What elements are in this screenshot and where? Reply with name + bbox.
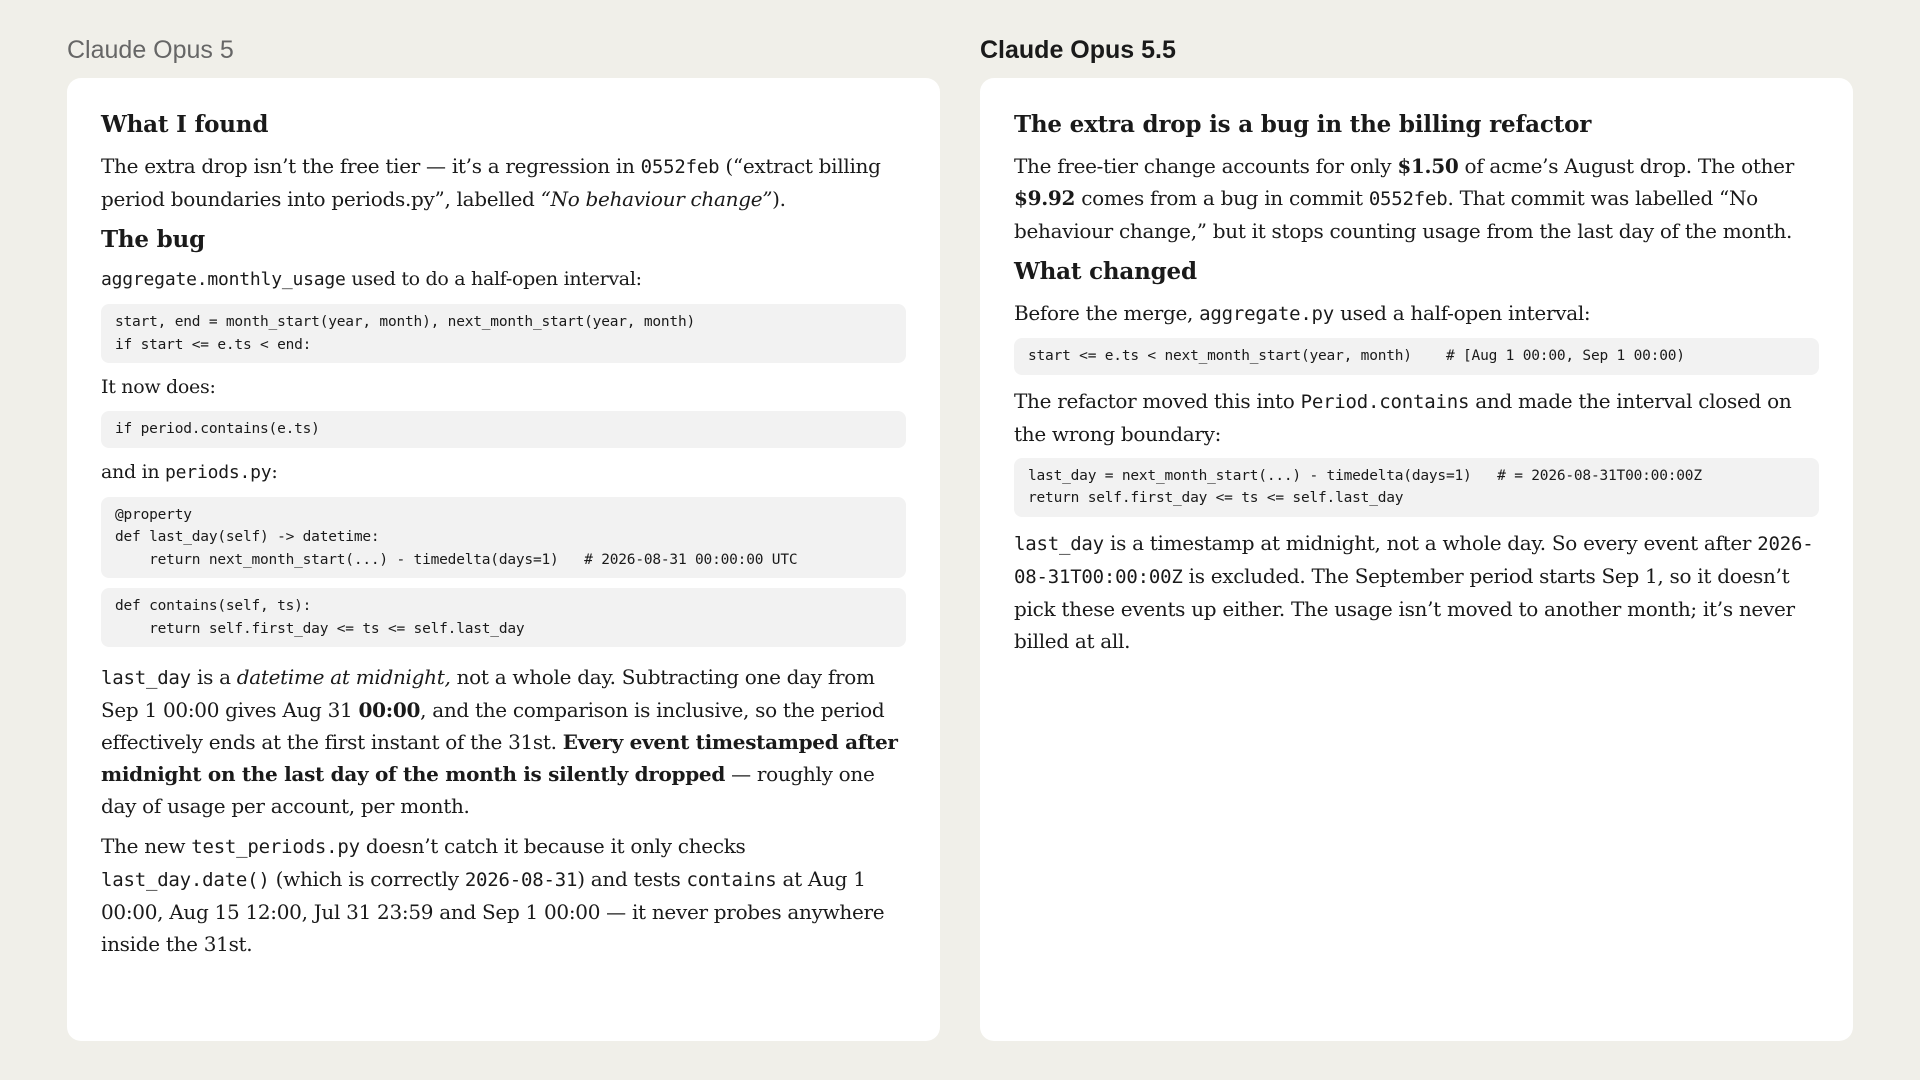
paragraph-last-day — [101, 661, 906, 822]
code-block: @property def last_day(self) -> datetime: return next_month_start(...) - timedelta(days=1) # 2026-08-31 00:00:00 UTC — [101, 497, 906, 579]
paragraph-final — [1014, 527, 1819, 657]
paragraph-intro — [1014, 150, 1819, 247]
text-run: used to do a half-open interval: — [345, 268, 642, 290]
code-block: if period.contains(e.ts) — [101, 411, 906, 448]
response-panel-left — [67, 78, 940, 1041]
text-run: The extra drop isn’t the free tier — it’s a regression in — [101, 154, 641, 178]
italic-text: “No behaviour change” — [540, 187, 773, 211]
text-run: The refactor moved this into — [1014, 388, 1301, 413]
text-run: (“extract billing period boundaries into periods.py”, labelled — [101, 154, 881, 211]
text-run: (which is correctly — [269, 867, 465, 891]
bold-text: $9.92 — [1014, 186, 1076, 210]
text-run: not a whole day. Subtracting one day from Sep 1 00:00 gives Aug 31 — [101, 665, 875, 722]
inline-code: contains — [686, 869, 777, 891]
paragraph-and — [101, 458, 906, 487]
inline-code: 0552feb — [640, 156, 720, 178]
code-block: start, end = month_start(year, month), next_month_start(year, month) if start <= e.ts < end: — [101, 304, 906, 363]
model-label: Claude Opus 5.5 — [980, 36, 1176, 64]
paragraph-now: It now does: — [101, 376, 216, 398]
section-heading-the-bug: The bug — [101, 226, 205, 253]
italic-text: datetime at midnight, — [236, 665, 451, 689]
text-run: : — [271, 460, 278, 483]
inline-code: aggregate.monthly_usage — [101, 269, 346, 290]
text-run: — roughly one day of usage per account, per month. — [101, 762, 875, 818]
inline-code: last_day.date() — [101, 869, 270, 891]
paragraph-before — [1014, 297, 1819, 330]
section-heading-billing-bug: The extra drop is a bug in the billing refactor — [1014, 111, 1592, 138]
inline-code: last_day — [101, 667, 191, 689]
text-run: of acme’s August drop. The other — [1458, 154, 1794, 178]
text-run: is a timestamp at midnight, not a whole day. So every event after — [1103, 530, 1758, 555]
bold-text: $1.50 — [1397, 154, 1459, 178]
text-run: , and the comparison is inclusive, so the period effectively ends at the first instant of the 31st. — [101, 698, 885, 754]
text-run: ) and tests — [577, 867, 687, 891]
inline-code: test_periods.py — [191, 836, 360, 858]
text-run: at Aug 1 00:00, Aug 15 12:00, Jul 31 23:59 and Sep 1 00:00 — it never probes anywhere inside the 31st. — [101, 867, 885, 956]
text-run: and in — [101, 460, 166, 483]
response-panel-right — [980, 78, 1853, 1041]
inline-code: 2026-08-31T00:00:00Z — [1014, 532, 1814, 588]
text-run: doesn’t catch it because it only checks — [359, 834, 746, 858]
paragraph-found — [101, 150, 906, 215]
text-run: Before the merge, — [1014, 301, 1200, 325]
paragraph-refactor — [1014, 385, 1819, 450]
inline-code: last_day — [1014, 532, 1104, 555]
text-run: The free-tier change accounts for only — [1014, 154, 1398, 178]
text-run: ). — [772, 187, 786, 211]
text-run: comes from a bug in commit — [1075, 186, 1369, 210]
code-block: def contains(self, ts): return self.first_day <= ts <= self.last_day — [101, 588, 906, 647]
model-label: Claude Opus 5 — [67, 36, 234, 64]
section-heading-what-i-found: What I found — [101, 111, 269, 138]
text-run: and made the interval closed on the wrong boundary: — [1014, 388, 1792, 446]
text-run: The new — [101, 834, 192, 858]
paragraph-test — [101, 830, 906, 960]
inline-code: periods.py — [165, 461, 272, 483]
inline-code: 0552feb — [1368, 188, 1448, 210]
text-run: is a — [190, 665, 237, 689]
code-block: start <= e.ts < next_month_start(year, month) # [Aug 1 00:00, Sep 1 00:00) — [1014, 338, 1819, 375]
section-heading-what-changed: What changed — [1014, 258, 1197, 285]
bold-text: Every event timestamped after midnight on the last day of the month is silently dropped — [101, 730, 898, 786]
text-run: is excluded. The September period starts Sep 1, so it doesn’t pick these events up either. The usage isn’t moved to another month; it’s never billed at all. — [1014, 563, 1795, 653]
inline-code: Period.contains — [1300, 390, 1470, 413]
inline-code: aggregate.py — [1199, 303, 1335, 325]
text-run: used a half-open interval: — [1334, 301, 1591, 325]
inline-code: 2026-08-31 — [464, 869, 578, 891]
code-block: last_day = next_month_start(...) - timedelta(days=1) # = 2026-08-31T00:00:00Z return self.first_day <= ts <= self.last_day — [1014, 458, 1819, 517]
bold-text: 00:00 — [358, 698, 421, 722]
text-run: . That commit was labelled “No behaviour change,” but it stops counting usage from the last day of the month. — [1014, 186, 1793, 243]
paragraph-used — [101, 265, 906, 294]
